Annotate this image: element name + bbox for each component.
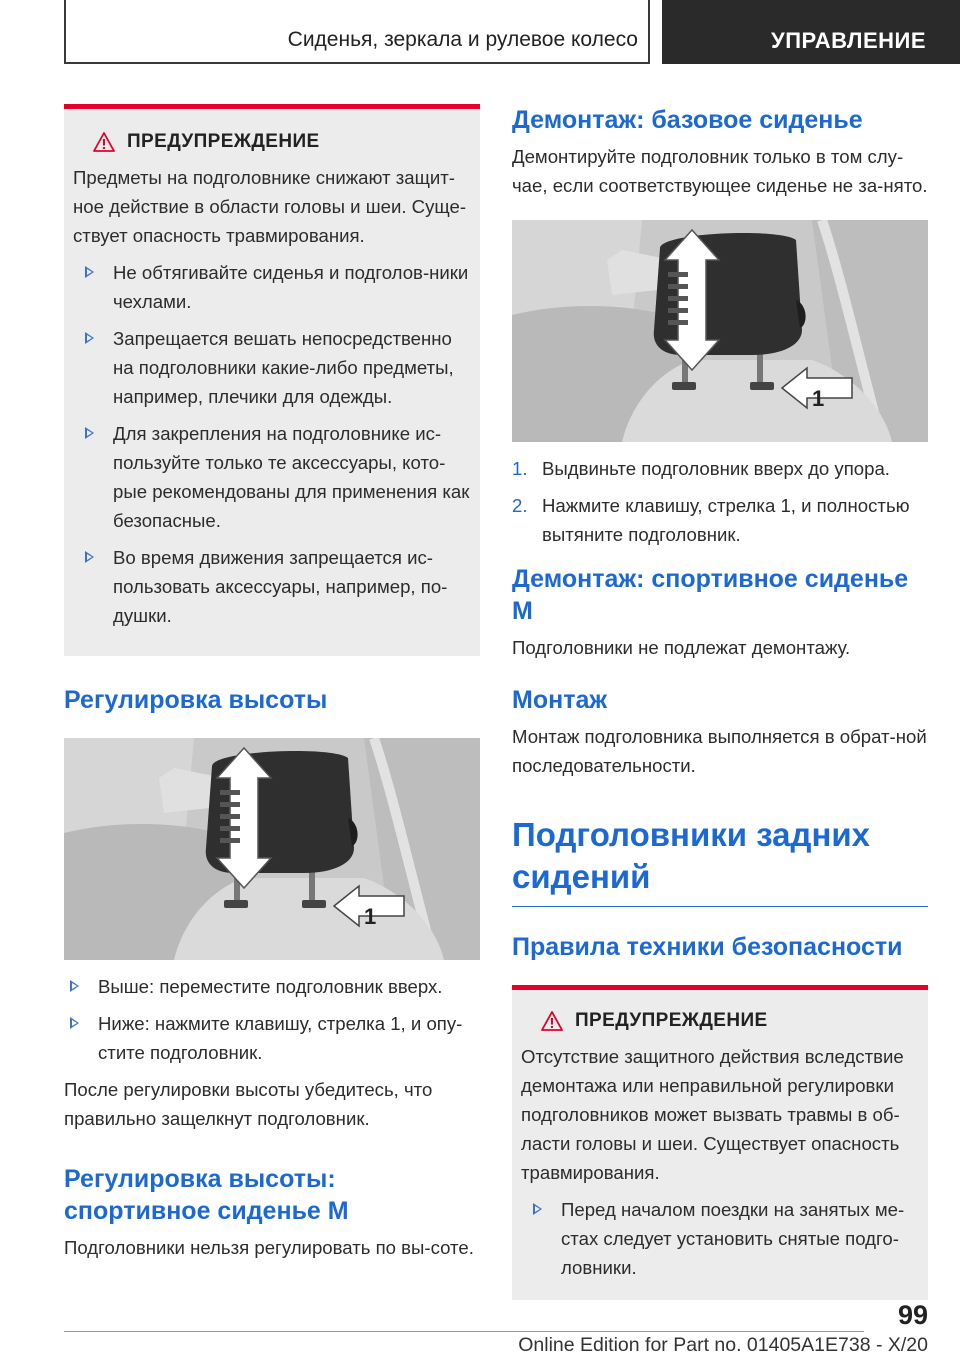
warning-label: ПРЕДУПРЕЖДЕНИЕ <box>127 131 320 152</box>
warning-text: Отсутствие защитного действия вследствие демонтажа или неправильной регулировки подголовников может вызвать травмы в об-ласти головы и шеи. Существует опасность травмирования. <box>521 1046 904 1183</box>
paragraph: Подголовники нельзя регулировать по вы-соте. <box>64 1237 474 1258</box>
paragraph: Демонтируйте подголовник только в том слу-чае, если соответствующее сиденье не за-нято. <box>512 146 928 196</box>
section-heading: Регулировка высоты <box>64 686 328 714</box>
list-item: Не обтягивайте сиденья и подголов-ники чехлами. <box>79 258 470 316</box>
steps-list <box>512 454 928 549</box>
height-list <box>64 972 480 1067</box>
section-heading: Демонтаж: базовое сиденье <box>512 106 863 134</box>
paragraph: После регулировки высоты убедитесь, что правильно защелкнут подголовник. <box>64 1079 433 1129</box>
warning-header <box>73 131 470 153</box>
headrest-illustration <box>64 738 480 960</box>
section-heading: Монтаж <box>512 686 608 714</box>
warning-triangle-icon <box>93 132 115 152</box>
left-column <box>64 104 480 1262</box>
warning-header <box>521 1010 918 1032</box>
callout-label: 1 <box>812 386 825 411</box>
chapter-tab: УПРАВЛЕНИЕ <box>662 0 960 64</box>
bullet-arrow-icon <box>70 1017 79 1029</box>
warning-list <box>79 258 470 630</box>
bullet-arrow-icon <box>85 551 94 563</box>
step-number: 1. <box>512 458 528 479</box>
edition-note: Online Edition for Part no. 01405A1E738 - X/20 <box>518 1334 928 1356</box>
list-item: Перед началом поездки на занятых ме-стах следует установить снятые подго-ловники. <box>527 1195 918 1282</box>
warning-text: Предметы на подголовнике снижают защит-ное действие в области головы и шеи. Суще-ствует опасность травмирования. <box>73 167 467 246</box>
bullet-arrow-icon <box>85 332 94 344</box>
bullet-arrow-icon <box>533 1203 542 1215</box>
section-heading: Правила техники безопасности <box>512 933 903 961</box>
list-item: Ниже: нажмите клавишу, стрелка 1, и опу-стите подголовник. <box>64 1009 480 1067</box>
bullet-arrow-icon <box>85 266 94 278</box>
section-heading: Демонтаж: спортивное сиденье M <box>512 565 909 625</box>
headrest-illustration <box>512 220 928 442</box>
list-item: Для закрепления на подголовнике ис-пользуйте только те аксессуары, кото-рые рекомендованы для применения как безопасные. <box>79 419 470 535</box>
footer-rule <box>64 1331 864 1332</box>
heading-rule <box>512 906 928 907</box>
headrest-removal-figure <box>512 220 928 442</box>
page-number: 99 <box>897 1300 928 1330</box>
list-item: Во время движения запрещается ис-пользовать аксессуары, например, по-душки. <box>79 543 470 630</box>
warning-box <box>64 104 480 656</box>
list-item: Запрещается вешать непосредственно на подголовники какие-либо предметы, например, плечики для одежды. <box>79 324 470 411</box>
callout-label: 1 <box>364 904 377 929</box>
list-item: 1. Выдвиньте подголовник вверх до упора. <box>512 454 928 483</box>
warning-label: ПРЕДУПРЕЖДЕНИЕ <box>575 1010 768 1031</box>
paragraph: Подголовники не подлежат демонтажу. <box>512 637 851 658</box>
paragraph: Монтаж подголовника выполняется в обрат-ной последовательности. <box>512 726 927 776</box>
chapter-heading: Подголовники задних сидений <box>512 816 871 895</box>
section-title: Сиденья, зеркала и рулевое колесо <box>287 28 638 51</box>
step-number: 2. <box>512 495 528 516</box>
warning-box <box>512 985 928 1300</box>
bullet-arrow-icon <box>70 980 79 992</box>
warning-list <box>527 1195 918 1282</box>
section-heading: Регулировка высоты: спортивное сиденье M <box>64 1165 349 1225</box>
bullet-arrow-icon <box>85 427 94 439</box>
list-item: Выше: переместите подголовник вверх. <box>64 972 480 1001</box>
right-column <box>512 104 928 1300</box>
warning-triangle-icon <box>541 1011 563 1031</box>
headrest-height-figure <box>64 738 480 960</box>
list-item: 2. Нажмите клавишу, стрелка 1, и полностью вытяните подголовник. <box>512 491 928 549</box>
